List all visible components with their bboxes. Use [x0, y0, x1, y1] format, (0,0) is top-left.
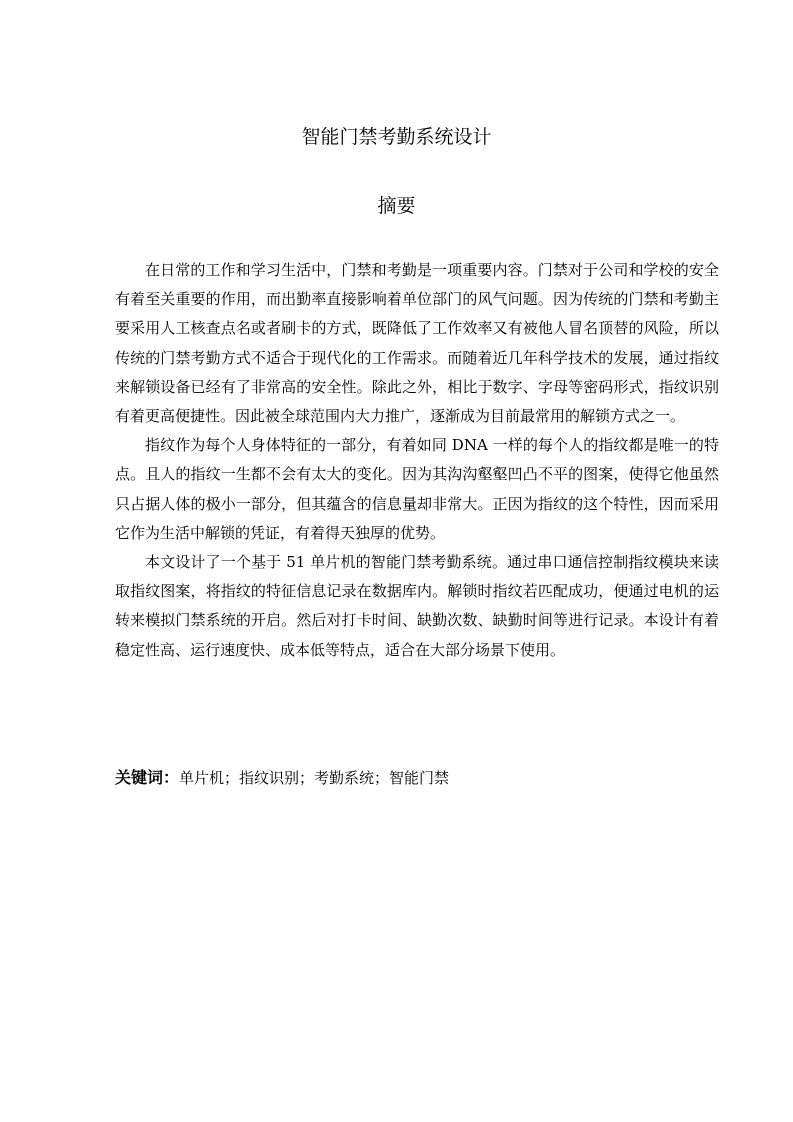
abstract-paragraph: 本文设计了一个基于 51 单片机的智能门禁考勤系统。通过串口通信控制指纹模块来读取指纹图案，将指纹的特征信息记录在数据库内。解锁时指纹若匹配成功，便通过电机的运转来模拟门禁系统的开启。然后对打卡时间、缺勤次数、缺勤时间等进行记录。本设计有着稳定性高、运行速度快、成本低等特点，适合在大部分场景下使用。 — [115, 553, 719, 659]
abstract-paragraph: 指纹作为每个人身体特征的一部分，有着如同 DNA 一样的每个人的指纹都是唯一的特点。且人的指纹一生都不会有太大的变化。因为其沟沟壑壑凹凸不平的图案，使得它他虽然只占据人体的极小一部分，但其蕴含的信息量却非常大。正因为指纹的这个特性，因而采用它作为生活中解锁的凭证，有着得天独厚的优势。 — [115, 436, 719, 542]
keywords-label: 关键词： — [115, 768, 180, 787]
keywords-line — [115, 765, 719, 791]
abstract-body — [115, 256, 719, 665]
abstract-heading: 摘要 — [377, 195, 416, 217]
document-title: 智能门禁考勤系统设计 — [301, 126, 492, 148]
keywords-text: 单片机；指纹识别；考勤系统；智能门禁 — [179, 769, 450, 787]
abstract-paragraph: 在日常的工作和学习生活中，门禁和考勤是一项重要内容。门禁对于公司和学校的安全有着至关重要的作用，而出勤率直接影响着单位部门的风气问题。因为传统的门禁和考勤主要采用人工核查点名或者刷卡的方式，既降低了工作效率又有被他人冒名顶替的风险，所以传统的门禁考勤方式不适合于现代化的工作需求。而随着近几年科学技术的发展，通过指纹来解锁设备已经有了非常高的安全性。除此之外，相比于数字、字母等密码形式，指纹识别有着更高便捷性。因此被全球范围内大力推广，逐渐成为目前最常用的解锁方式之一。 — [115, 261, 719, 426]
